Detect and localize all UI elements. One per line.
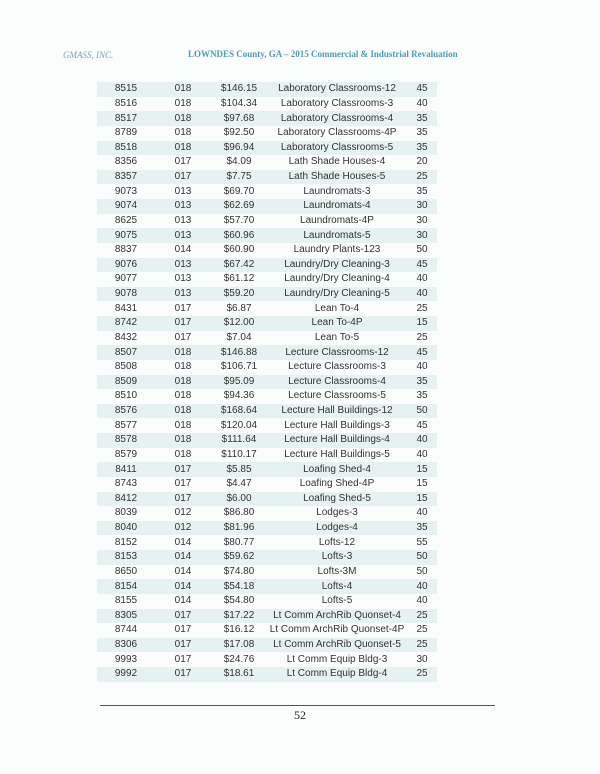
cell-description: Lecture Hall Buildings-12 — [267, 404, 407, 419]
cell-rate: $5.85 — [211, 462, 267, 477]
cell-rate: $16.12 — [223, 624, 255, 636]
cell-description: Laboratory Classrooms-4 — [267, 111, 407, 126]
table-row — [97, 331, 437, 346]
table-row — [97, 433, 437, 448]
cell-life: 35 — [407, 141, 437, 156]
cell-code: 8357 — [97, 170, 155, 185]
cell-class: 018 — [155, 375, 211, 390]
cell-code: 8432 — [114, 331, 138, 343]
cell-description: Lodges-4 — [267, 521, 407, 536]
cell-code: 8039 — [114, 507, 138, 519]
cell-description: Lt Comm ArchRib Quonset-5 — [267, 638, 407, 653]
cell-life: 50 — [416, 565, 428, 577]
cell-description: Laboratory Classrooms-3 — [280, 97, 394, 109]
cell-rate: $106.71 — [220, 361, 258, 373]
table-row — [97, 418, 437, 433]
cell-rate: $80.77 — [223, 536, 255, 548]
cell-rate: $67.42 — [211, 258, 267, 273]
cell-code: 8412 — [97, 492, 155, 507]
cell-code: 8515 — [97, 82, 155, 97]
cell-class: 017 — [155, 316, 211, 331]
table-row — [97, 492, 437, 507]
cell-class: 014 — [155, 579, 211, 594]
cell-life: 45 — [407, 258, 437, 273]
table-row — [97, 243, 437, 258]
cell-class: 018 — [155, 82, 211, 97]
page-number: 52 — [294, 708, 306, 722]
cell-code: 8153 — [97, 550, 155, 565]
cost-table — [97, 82, 437, 682]
cell-code: 8576 — [97, 404, 155, 419]
cell-life: 15 — [407, 316, 437, 331]
table-row — [97, 565, 437, 580]
cell-life: 25 — [416, 624, 428, 636]
cell-rate: $95.09 — [211, 375, 267, 390]
cell-class: 017 — [155, 170, 211, 185]
cell-rate: $81.96 — [211, 521, 267, 536]
cell-code: 8650 — [114, 565, 138, 577]
table-row — [97, 360, 437, 375]
cell-code: 8743 — [114, 478, 138, 490]
cell-description: Laundromats-4P — [300, 214, 374, 226]
cell-class: 017 — [174, 156, 192, 168]
table-row — [97, 214, 437, 229]
cell-life: 35 — [416, 185, 428, 197]
cell-code: 9993 — [114, 653, 138, 665]
cell-life: 40 — [416, 361, 428, 373]
cell-rate: $17.22 — [211, 609, 267, 624]
cell-code: 8509 — [97, 375, 155, 390]
cell-description: Lecture Hall Buildings-4 — [267, 433, 407, 448]
cell-description: Laboratory Classrooms-5 — [267, 141, 407, 156]
cell-life: 25 — [407, 170, 437, 185]
cell-rate: $59.20 — [211, 287, 267, 302]
cell-life: 25 — [407, 609, 437, 624]
cell-class: 014 — [174, 244, 192, 256]
cell-code: 8789 — [114, 127, 138, 139]
table-row — [97, 609, 437, 624]
cell-description: Laundry/Dry Cleaning-4 — [284, 273, 390, 285]
cell-life: 25 — [416, 302, 428, 314]
cell-description: Lecture Classrooms-3 — [288, 361, 386, 373]
cell-rate: $60.90 — [223, 244, 255, 256]
cell-life: 40 — [416, 273, 428, 285]
table-row — [97, 550, 437, 565]
cell-class: 018 — [174, 448, 192, 460]
cell-rate: $61.12 — [223, 273, 255, 285]
cell-rate: $146.88 — [211, 345, 267, 360]
cell-description: Laundromats-5 — [267, 228, 407, 243]
cell-class: 017 — [155, 462, 211, 477]
table-row — [97, 141, 437, 156]
cell-class: 017 — [155, 667, 211, 682]
cell-life: 50 — [407, 404, 437, 419]
cell-code: 8518 — [97, 141, 155, 156]
cell-class: 014 — [174, 565, 192, 577]
cell-life: 15 — [416, 478, 428, 490]
cell-class: 018 — [174, 97, 192, 109]
cell-code: 8306 — [97, 638, 155, 653]
table-row — [97, 448, 437, 463]
cell-life: 30 — [407, 228, 437, 243]
cell-description: Lofts-4 — [267, 579, 407, 594]
cell-description: Lath Shade Houses-5 — [267, 170, 407, 185]
cell-rate: $12.00 — [211, 316, 267, 331]
cell-code: 9077 — [114, 273, 138, 285]
cell-life: 35 — [407, 375, 437, 390]
cell-rate: $62.69 — [211, 199, 267, 214]
cell-rate: $4.09 — [226, 156, 252, 168]
cell-description: Lofts-3M — [317, 565, 357, 577]
cell-rate: $92.50 — [223, 127, 255, 139]
cell-code: 8040 — [97, 521, 155, 536]
cell-class: 013 — [174, 214, 192, 226]
cell-rate: $111.64 — [211, 433, 267, 448]
cell-life: 45 — [407, 82, 437, 97]
table-row — [97, 155, 437, 170]
cell-life: 35 — [407, 521, 437, 536]
cell-description: Lofts-12 — [318, 536, 356, 548]
table-row — [97, 375, 437, 390]
cell-rate: $60.96 — [211, 228, 267, 243]
cell-description: Lecture Classrooms-5 — [288, 390, 386, 402]
cell-code: 9075 — [97, 228, 155, 243]
cell-rate: $6.00 — [211, 492, 267, 507]
cell-description: Laundry/Dry Cleaning-3 — [267, 258, 407, 273]
cell-class: 013 — [155, 287, 211, 302]
cell-code: 8510 — [114, 390, 138, 402]
cell-rate: $4.47 — [226, 478, 252, 490]
cell-class: 018 — [155, 111, 211, 126]
footer-divider — [100, 705, 495, 706]
cell-rate: $7.75 — [211, 170, 267, 185]
table-row — [97, 521, 437, 536]
table-row — [97, 623, 437, 638]
company-name: GMASS, INC. — [63, 50, 114, 60]
cell-life: 50 — [407, 550, 437, 565]
cell-class: 018 — [174, 361, 192, 373]
cell-rate: $168.64 — [211, 404, 267, 419]
cell-description: Laboratory Classrooms-4P — [277, 127, 397, 139]
table-row — [97, 258, 437, 273]
cell-description: Laundry Plants-123 — [293, 244, 381, 256]
cell-life: 45 — [407, 345, 437, 360]
cell-life: 40 — [416, 507, 428, 519]
table-row — [97, 82, 437, 97]
cell-class: 012 — [155, 521, 211, 536]
table-row — [97, 389, 437, 404]
cell-rate: $18.61 — [211, 667, 267, 682]
cell-life: 30 — [416, 653, 428, 665]
table-row — [97, 345, 437, 360]
cell-description: Lt Comm ArchRib Quonset-4P — [269, 624, 405, 636]
cell-code: 8625 — [114, 214, 138, 226]
cell-class: 014 — [174, 536, 192, 548]
cell-life: 25 — [416, 331, 428, 343]
cell-code: 8431 — [114, 302, 138, 314]
table-row — [97, 97, 437, 112]
cell-code: 8152 — [114, 536, 138, 548]
cell-life: 35 — [416, 127, 428, 139]
cell-rate: $146.15 — [211, 82, 267, 97]
document-title: LOWNDES County, GA – 2015 Commercial & Industrial Revaluation — [188, 49, 458, 59]
cell-class: 018 — [174, 127, 192, 139]
cell-description: Lecture Hall Buildings-5 — [284, 448, 390, 460]
cell-class: 013 — [155, 228, 211, 243]
cell-code: 8742 — [97, 316, 155, 331]
cell-rate: $120.04 — [220, 419, 258, 431]
table-row — [97, 170, 437, 185]
table-row — [97, 228, 437, 243]
cell-rate: $7.04 — [226, 331, 252, 343]
cell-description: Lath Shade Houses-4 — [288, 156, 386, 168]
cell-code: 9073 — [114, 185, 138, 197]
cell-class: 017 — [174, 624, 192, 636]
cell-class: 018 — [155, 433, 211, 448]
cell-rate: $54.80 — [223, 595, 255, 607]
cell-class: 017 — [155, 492, 211, 507]
cell-class: 014 — [174, 595, 192, 607]
cell-code: 8155 — [114, 595, 138, 607]
cell-life: 40 — [407, 433, 437, 448]
table-row — [97, 126, 437, 141]
table-row — [97, 594, 437, 609]
table-row — [97, 477, 437, 492]
cell-code: 9078 — [97, 287, 155, 302]
cell-description: Lean To-4 — [314, 302, 360, 314]
cell-description: Lt Comm Equip Bldg-3 — [286, 653, 388, 665]
cell-rate: $74.80 — [223, 565, 255, 577]
cell-class: 014 — [155, 550, 211, 565]
table-row — [97, 184, 437, 199]
cell-class: 013 — [174, 185, 192, 197]
cell-rate: $97.68 — [211, 111, 267, 126]
cell-class: 017 — [174, 653, 192, 665]
cell-rate: $104.34 — [220, 97, 258, 109]
cell-class: 013 — [174, 273, 192, 285]
cell-rate: $69.70 — [223, 185, 255, 197]
table-row — [97, 535, 437, 550]
table-row — [97, 506, 437, 521]
cell-description: Lean To-5 — [314, 331, 360, 343]
cell-code: 8517 — [97, 111, 155, 126]
table-row — [97, 316, 437, 331]
cell-code: 8411 — [97, 462, 155, 477]
cell-class: 018 — [174, 390, 192, 402]
cell-description: Laboratory Classrooms-12 — [267, 82, 407, 97]
cell-life: 40 — [416, 448, 428, 460]
table-row — [97, 272, 437, 287]
cell-code: 8356 — [114, 156, 138, 168]
cell-code: 8578 — [97, 433, 155, 448]
cell-class: 013 — [155, 199, 211, 214]
cell-class: 017 — [155, 609, 211, 624]
cell-rate: $86.80 — [223, 507, 255, 519]
cell-class: 018 — [155, 141, 211, 156]
cell-rate: $96.94 — [211, 141, 267, 156]
cell-code: 8305 — [97, 609, 155, 624]
table-row — [97, 199, 437, 214]
cell-rate: $57.70 — [223, 214, 255, 226]
cell-life: 45 — [416, 419, 428, 431]
cell-life: 25 — [407, 667, 437, 682]
cell-class: 018 — [174, 419, 192, 431]
table-row — [97, 652, 437, 667]
cell-description: Laundry/Dry Cleaning-5 — [267, 287, 407, 302]
table-row — [97, 638, 437, 653]
cell-life: 30 — [416, 214, 428, 226]
cell-life: 35 — [407, 111, 437, 126]
cell-code: 8837 — [114, 244, 138, 256]
cell-code: 8744 — [114, 624, 138, 636]
cell-code: 8516 — [114, 97, 138, 109]
cell-code: 8154 — [97, 579, 155, 594]
cell-life: 50 — [416, 244, 428, 256]
cell-life: 30 — [407, 199, 437, 214]
cell-code: 9074 — [97, 199, 155, 214]
cell-code: 8507 — [97, 345, 155, 360]
cell-class: 013 — [155, 258, 211, 273]
table-row — [97, 404, 437, 419]
cell-life: 40 — [407, 579, 437, 594]
cell-rate: $94.36 — [223, 390, 255, 402]
cell-life: 55 — [416, 536, 428, 548]
cell-description: Loafing Shed-5 — [267, 492, 407, 507]
cell-code: 9076 — [97, 258, 155, 273]
cell-class: 017 — [174, 478, 192, 490]
table-row — [97, 301, 437, 316]
cell-life: 15 — [407, 462, 437, 477]
cell-class: 017 — [155, 638, 211, 653]
cell-description: Lt Comm Equip Bldg-4 — [267, 667, 407, 682]
cell-description: Lecture Classrooms-4 — [267, 375, 407, 390]
cell-code: 8508 — [114, 361, 138, 373]
cell-description: Lt Comm ArchRib Quonset-4 — [267, 609, 407, 624]
table-row — [97, 462, 437, 477]
cell-class: 017 — [174, 302, 192, 314]
cell-description: Lofts-3 — [267, 550, 407, 565]
table-row — [97, 111, 437, 126]
cell-life: 20 — [416, 156, 428, 168]
cell-description: Lecture Classrooms-12 — [267, 345, 407, 360]
cell-class: 018 — [155, 345, 211, 360]
cell-class: 012 — [174, 507, 192, 519]
cell-description: Lecture Hall Buildings-3 — [284, 419, 390, 431]
cell-description: Loafing Shed-4P — [299, 478, 375, 490]
cell-rate: $59.62 — [211, 550, 267, 565]
cell-code: 9992 — [97, 667, 155, 682]
table-row — [97, 667, 437, 682]
cell-description: Laundromats-4 — [267, 199, 407, 214]
cell-description: Lofts-5 — [321, 595, 353, 607]
cell-rate: $6.87 — [226, 302, 252, 314]
cell-code: 8577 — [114, 419, 138, 431]
cell-life: 35 — [416, 390, 428, 402]
cell-description: Loafing Shed-4 — [267, 462, 407, 477]
cell-class: 017 — [174, 331, 192, 343]
table-row — [97, 579, 437, 594]
cell-description: Lean To-4P — [267, 316, 407, 331]
cell-description: Lodges-3 — [316, 507, 358, 519]
cell-life: 15 — [407, 492, 437, 507]
table-row — [97, 287, 437, 302]
cell-class: 018 — [155, 404, 211, 419]
cell-code: 8579 — [114, 448, 138, 460]
cell-life: 40 — [407, 287, 437, 302]
cell-rate: $24.76 — [223, 653, 255, 665]
cell-life: 40 — [416, 97, 428, 109]
cell-rate: $54.18 — [211, 579, 267, 594]
cell-rate: $110.17 — [221, 448, 257, 460]
cell-description: Laundromats-3 — [303, 185, 371, 197]
cell-rate: $17.08 — [211, 638, 267, 653]
cell-life: 40 — [416, 595, 428, 607]
cell-life: 25 — [407, 638, 437, 653]
